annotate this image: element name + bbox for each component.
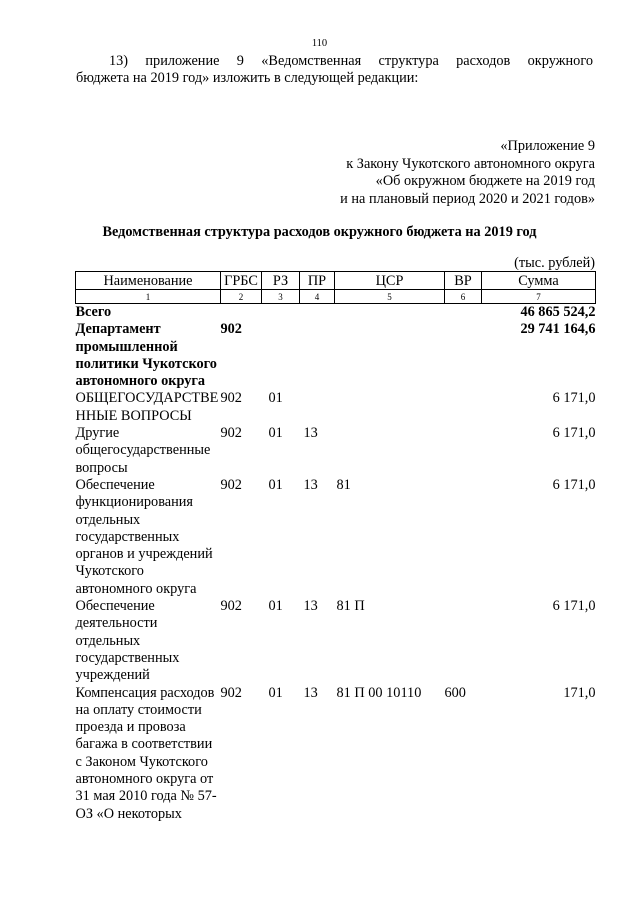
column-number: 7: [482, 290, 596, 304]
intro-line-2: бюджета на 2019 год» изложить в следующей редакции:: [76, 70, 419, 86]
table-row: [76, 425, 596, 477]
row-grbs: [221, 304, 262, 322]
row-name: Всего: [75, 304, 112, 320]
row-rz: [262, 304, 300, 322]
appendix-line-2: к Закону Чукотского автономного округа: [346, 155, 595, 172]
header-csr: ЦСР: [335, 272, 445, 290]
header-sum: Сумма: [482, 272, 596, 290]
table-row: [76, 685, 596, 823]
row-rz: 01: [268, 476, 283, 493]
header-vr: ВР: [445, 272, 482, 290]
row-name: Обеспечение деятельности отдельных государственных учреждений: [75, 598, 180, 684]
row-grbs: 902: [220, 425, 242, 442]
row-vr: [445, 477, 482, 598]
row-pr: 13: [303, 684, 318, 701]
row-sum: 6 171,0: [552, 598, 596, 615]
row-csr: [335, 390, 445, 425]
table-row: [76, 598, 596, 684]
row-pr: [300, 321, 335, 390]
row-name: Обеспечение функционирования отдельных государственных органов и учреждений Чукотского автономного округа: [75, 476, 213, 597]
header-name: Наименование: [76, 272, 221, 290]
row-csr: [335, 304, 445, 322]
row-sum: 6 171,0: [552, 476, 596, 493]
appendix-line-1: «Приложение 9: [500, 138, 595, 154]
table-column-number-row: [76, 290, 596, 304]
intro-line-1: 13) приложение 9 «Ведомственная структура расходов окружного: [109, 53, 593, 69]
table-row: [76, 477, 596, 598]
column-number: 4: [300, 290, 335, 304]
table-header-row: [76, 272, 596, 290]
intro-paragraph: [76, 53, 593, 87]
row-pr: [300, 304, 335, 322]
row-grbs: 902: [220, 321, 242, 338]
row-name: Департамент промышленной политики Чукотского автономного округа: [75, 321, 217, 390]
row-vr: 600: [444, 684, 466, 701]
row-rz: [262, 321, 300, 390]
column-number: 2: [221, 290, 262, 304]
row-csr: [335, 425, 445, 477]
row-pr: 13: [303, 598, 318, 615]
row-grbs: 902: [220, 476, 242, 493]
row-pr: [300, 390, 335, 425]
row-grbs: 902: [220, 684, 242, 701]
row-sum: 6 171,0: [552, 425, 596, 442]
table-row: [76, 304, 596, 322]
row-csr: 81 П: [336, 598, 365, 615]
row-pr: 13: [303, 425, 318, 442]
row-grbs: 902: [220, 390, 242, 407]
units-label: (тыс. рублей): [514, 255, 595, 271]
header-pr: ПР: [300, 272, 335, 290]
row-vr: [445, 321, 482, 390]
column-number: 6: [445, 290, 482, 304]
row-rz: 01: [268, 684, 283, 701]
row-vr: [445, 304, 482, 322]
row-sum: 6 171,0: [552, 390, 596, 407]
row-rz: 01: [268, 425, 283, 442]
column-number: 3: [262, 290, 300, 304]
row-csr: [335, 321, 445, 390]
appendix-line-4: и на плановый период 2020 и 2021 годов»: [340, 190, 595, 207]
row-csr: 81 П 00 10110: [336, 684, 422, 701]
row-vr: [445, 390, 482, 425]
row-name: Компенсация расходов на оплату стоимости проезда и провоза багажа в соответствии с Законом Чукотского автономного округа от 31 мая 2010 года № 57-ОЗ «О некоторых: [75, 684, 217, 822]
row-sum: 46 865 524,2: [520, 304, 596, 320]
document-title: Ведомственная структура расходов окружного бюджета на 2019 год: [102, 224, 537, 240]
row-rz: 01: [268, 390, 283, 407]
row-name: Другие общегосударственные вопросы: [75, 425, 211, 476]
header-grbs: ГРБС: [221, 272, 262, 290]
column-number: 5: [335, 290, 445, 304]
row-grbs: 902: [220, 598, 242, 615]
row-sum: 171,0: [563, 684, 596, 701]
table-row: [76, 321, 596, 390]
column-number: 1: [76, 290, 221, 304]
page-number: 110: [311, 38, 328, 49]
row-name: ОБЩЕГОСУДАРСТВЕННЫЕ ВОПРОСЫ: [75, 390, 219, 424]
row-rz: 01: [268, 598, 283, 615]
appendix-line-3: «Об окружном бюджете на 2019 год: [375, 173, 595, 189]
row-sum: 29 741 164,6: [520, 321, 596, 338]
row-csr: 81: [336, 476, 351, 493]
table-row: [76, 390, 596, 425]
row-vr: [445, 425, 482, 477]
header-rz: РЗ: [262, 272, 300, 290]
budget-table: [75, 271, 596, 823]
row-vr: [445, 598, 482, 684]
row-pr: 13: [303, 476, 318, 493]
appendix-header: [340, 138, 595, 208]
